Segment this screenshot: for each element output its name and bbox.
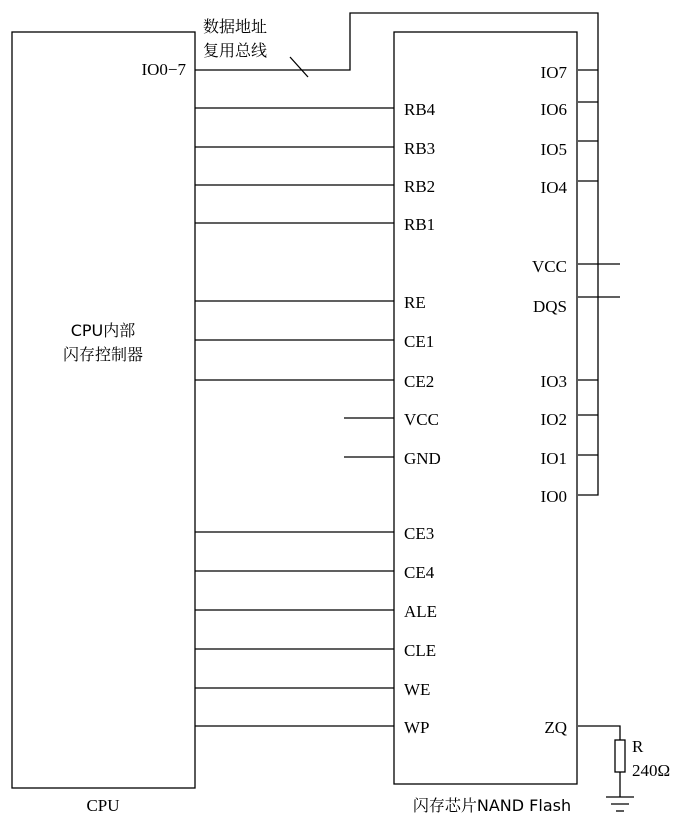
pin-label-we: WE <box>404 680 431 699</box>
cpu-title-line2: 闪存控制器 <box>62 345 144 364</box>
cpu-caption: CPU <box>86 796 120 815</box>
pin-label-ce3: CE3 <box>404 524 435 543</box>
pin-label-rb2: RB2 <box>404 177 436 196</box>
cpu-title-line1: CPU内部 <box>70 321 136 340</box>
pin-label-vcc-left: VCC <box>404 410 439 429</box>
cpu-block <box>12 32 195 788</box>
pin-label-dqs: DQS <box>532 297 567 316</box>
pin-label-io6: IO6 <box>540 100 567 119</box>
pin-label-io0: IO0 <box>540 487 567 506</box>
pin-label-ce2: CE2 <box>404 372 435 391</box>
pin-label-io5: IO5 <box>540 140 567 159</box>
pin-label-zq: ZQ <box>544 718 567 737</box>
resistor-symbol <box>615 740 625 772</box>
pin-label-cle: CLE <box>404 641 437 660</box>
pin-label-ce4: CE4 <box>404 563 435 582</box>
data-address-bus-wire <box>195 13 598 495</box>
pin-label-io7: IO7 <box>540 63 567 82</box>
pin-label-gnd: GND <box>404 449 441 468</box>
resistor-value: 240Ω <box>632 761 671 780</box>
pin-label-re: RE <box>404 293 426 312</box>
bus-note-line1: 数据地址 <box>203 17 268 36</box>
bus-note-leader <box>290 57 308 77</box>
pin-label-io2: IO2 <box>540 410 567 429</box>
bus-note-line2: 复用总线 <box>203 41 268 60</box>
pin-label-wp: WP <box>404 718 430 737</box>
pin-label-ale: ALE <box>404 602 438 621</box>
cpu-bus-pin-label: IO0−7 <box>141 60 186 79</box>
pin-label-rb1: RB1 <box>404 215 436 234</box>
pin-label-vcc-right: VCC <box>532 257 567 276</box>
pin-label-io3: IO3 <box>540 372 567 391</box>
pin-label-rb3: RB3 <box>404 139 436 158</box>
pin-label-rb4: RB4 <box>404 100 436 119</box>
flash-caption: 闪存芯片NAND Flash <box>412 796 572 815</box>
pin-label-ce1: CE1 <box>404 332 435 351</box>
pin-label-io1: IO1 <box>540 449 567 468</box>
resistor-name: R <box>632 737 644 756</box>
wire-zq <box>578 726 620 740</box>
pin-label-io4: IO4 <box>540 178 567 197</box>
